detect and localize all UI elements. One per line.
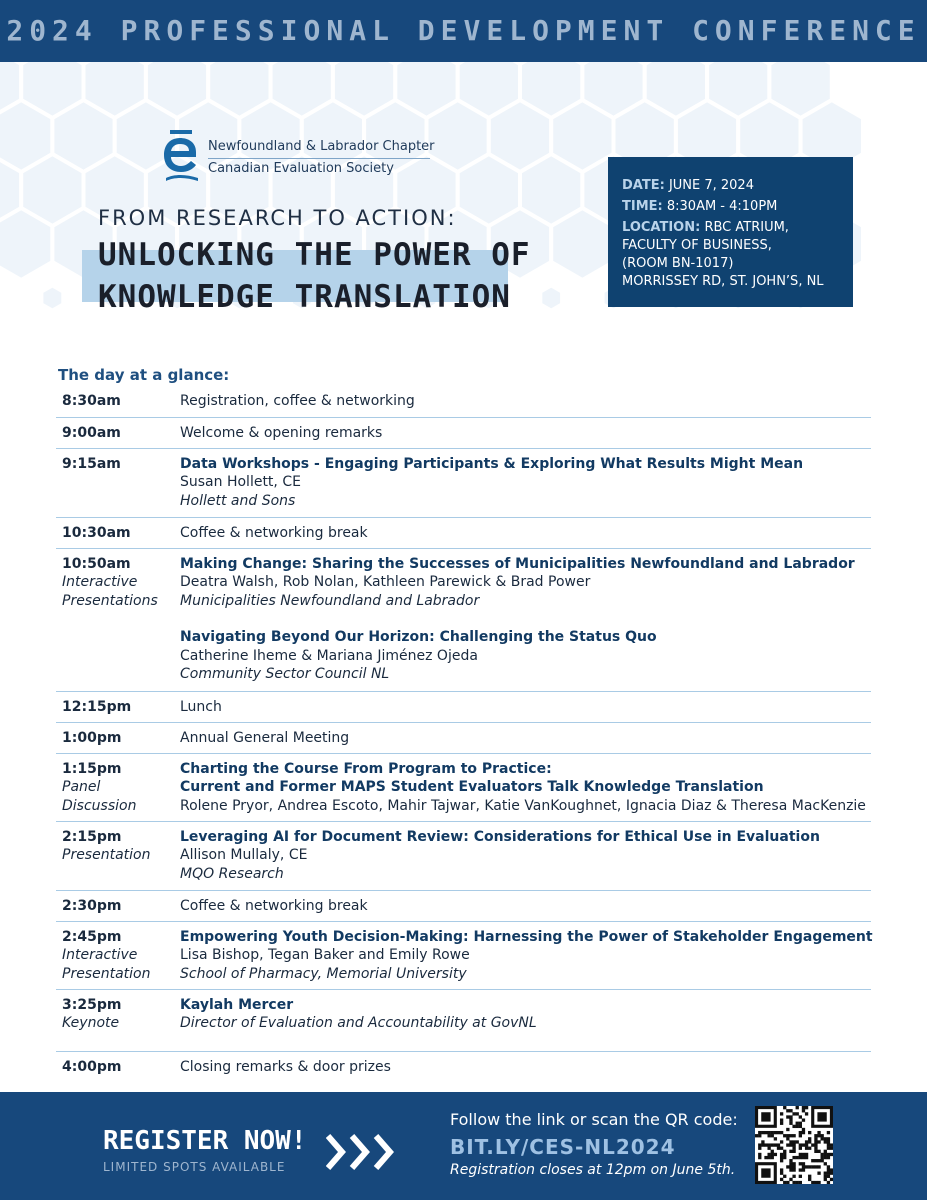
tagline: FROM RESEARCH TO ACTION: (98, 206, 457, 230)
headline-line-1: UNLOCKING THE POWER OF (98, 237, 531, 273)
agenda-row (56, 692, 871, 723)
session-detail: Welcome & opening remarks (180, 425, 383, 441)
session-detail: Registration, coffee & networking (180, 393, 415, 409)
qr-code-icon[interactable] (755, 1106, 833, 1184)
agenda-row (56, 990, 871, 1052)
session-detail: Annual General Meeting (180, 730, 350, 746)
hexagon-shape (0, 285, 1, 310)
session-type: Keynote (62, 1015, 120, 1032)
agenda-time: 2:30pm (62, 898, 122, 914)
limited-spots: LIMITED SPOTS AVAILABLE (103, 1160, 286, 1174)
session-title: Making Change: Sharing the Successes of Municipalities Newfoundland and Labrador (180, 556, 855, 572)
session-title: Navigating Beyond Our Horizon: Challenging the Status Quo (180, 629, 657, 646)
ces-e-logo-icon (160, 128, 202, 182)
headline-line-2: KNOWLEDGE TRANSLATION (98, 279, 511, 315)
location-line: LOCATION: RBC ATRIUM, (622, 220, 789, 235)
agenda-time: 10:50am (62, 556, 131, 572)
session-organization: School of Pharmacy, Memorial University (180, 965, 467, 982)
session-detail: Deatra Walsh, Rob Nolan, Kathleen Parewick & Brad Power (180, 574, 591, 591)
ces-logo (160, 128, 440, 183)
location-line-3: (ROOM BN-1017) (622, 256, 734, 271)
time-line: TIME: 8:30AM - 4:10PM (622, 199, 778, 214)
triple-chevron-right-icon (326, 1132, 404, 1172)
agenda-time: 9:15am (62, 456, 121, 472)
session-title: Leveraging AI for Document Review: Considerations for Ethical Use in Evaluation (180, 829, 820, 845)
session-detail: Catherine Iheme & Mariana Jiménez Ojeda (180, 647, 478, 664)
logo-divider (208, 158, 430, 159)
header-bar (0, 0, 927, 62)
session-title: Current and Former MAPS Student Evaluators Talk Knowledge Translation (180, 779, 764, 796)
session-type: Presentation (62, 847, 151, 864)
session-type: Interactive (62, 574, 138, 591)
agenda-time: 2:45pm (62, 929, 122, 945)
session-type: Panel (62, 779, 101, 796)
agenda-time: 12:15pm (62, 699, 132, 715)
date-line: DATE: JUNE 7, 2024 (622, 178, 754, 193)
session-detail: Susan Hollett, CE (180, 474, 301, 491)
session-detail: Coffee & networking break (180, 898, 368, 914)
hexagon-shape (551, 208, 613, 280)
registration-deadline: Registration closes at 12pm on June 5th. (450, 1162, 736, 1178)
agenda-heading: The day at a glance: (58, 366, 230, 384)
agenda-time: 1:15pm (62, 761, 122, 777)
session-type: Discussion (62, 797, 137, 814)
agenda-time: 4:00pm (62, 1059, 122, 1075)
agenda-row (56, 1052, 871, 1082)
hexagon-shape (41, 285, 63, 310)
agenda-time: 1:00pm (62, 730, 122, 746)
register-now-button[interactable]: REGISTER NOW! (103, 1126, 307, 1156)
location-line-4: MORRISSEY RD, ST. JOHN’S, NL (622, 274, 824, 289)
session-detail: Allison Mullaly, CE (180, 847, 308, 864)
session-detail: Lunch (180, 699, 222, 715)
follow-link-text: Follow the link or scan the QR code: (450, 1110, 738, 1129)
registration-link[interactable]: BIT.LY/CES-NL2024 (450, 1135, 676, 1159)
agenda-row (56, 723, 871, 754)
session-detail: Lisa Bishop, Tegan Baker and Emily Rowe (180, 947, 470, 964)
agenda-row (56, 549, 871, 692)
society-name: Canadian Evaluation Society (208, 161, 394, 176)
session-type: Presentation (62, 965, 151, 982)
session-detail: Coffee & networking break (180, 525, 368, 541)
agenda-row (56, 891, 871, 922)
chapter-name: Newfoundland & Labrador Chapter (208, 139, 435, 154)
session-title: Empowering Youth Decision-Making: Harnessing the Power of Stakeholder Engagement (180, 929, 873, 945)
session-organization: MQO Research (180, 865, 284, 882)
agenda-time: 10:30am (62, 525, 131, 541)
agenda-row (56, 822, 871, 891)
session-title: Kaylah Mercer (180, 997, 294, 1013)
agenda-time: 8:30am (62, 393, 121, 409)
agenda-row (56, 754, 871, 822)
event-info-box (608, 157, 853, 307)
session-organization: Community Sector Council NL (180, 665, 390, 682)
session-detail: Rolene Pryor, Andrea Escoto, Mahir Tajwar, Katie VanKoughnet, Ignacia Diaz & Theresa MacKenzie (180, 797, 866, 814)
session-organization: Municipalities Newfoundland and Labrador (180, 592, 480, 609)
location-line-2: FACULTY OF BUSINESS, (622, 238, 772, 253)
session-title: Charting the Course From Program to Practice: (180, 761, 552, 777)
hexagon-shape (540, 285, 562, 310)
agenda-row (56, 449, 871, 518)
headline (98, 234, 531, 318)
agenda-time: 3:25pm (62, 997, 122, 1013)
agenda-row (56, 386, 871, 418)
session-title: Data Workshops - Engaging Participants & Exploring What Results Might Mean (180, 456, 804, 472)
session-type: Interactive (62, 947, 138, 964)
agenda-row (56, 518, 871, 549)
agenda-row (56, 922, 871, 990)
session-type: Presentations (62, 592, 158, 609)
agenda-time: 9:00am (62, 425, 121, 441)
agenda-row (56, 418, 871, 449)
conference-title: 2024 PROFESSIONAL DEVELOPMENT CONFERENCE (6, 14, 921, 47)
session-detail: Closing remarks & door prizes (180, 1059, 391, 1075)
session-organization: Director of Evaluation and Accountability at GovNL (180, 1015, 537, 1032)
session-organization: Hollett and Sons (180, 492, 296, 509)
agenda-time: 2:15pm (62, 829, 122, 845)
